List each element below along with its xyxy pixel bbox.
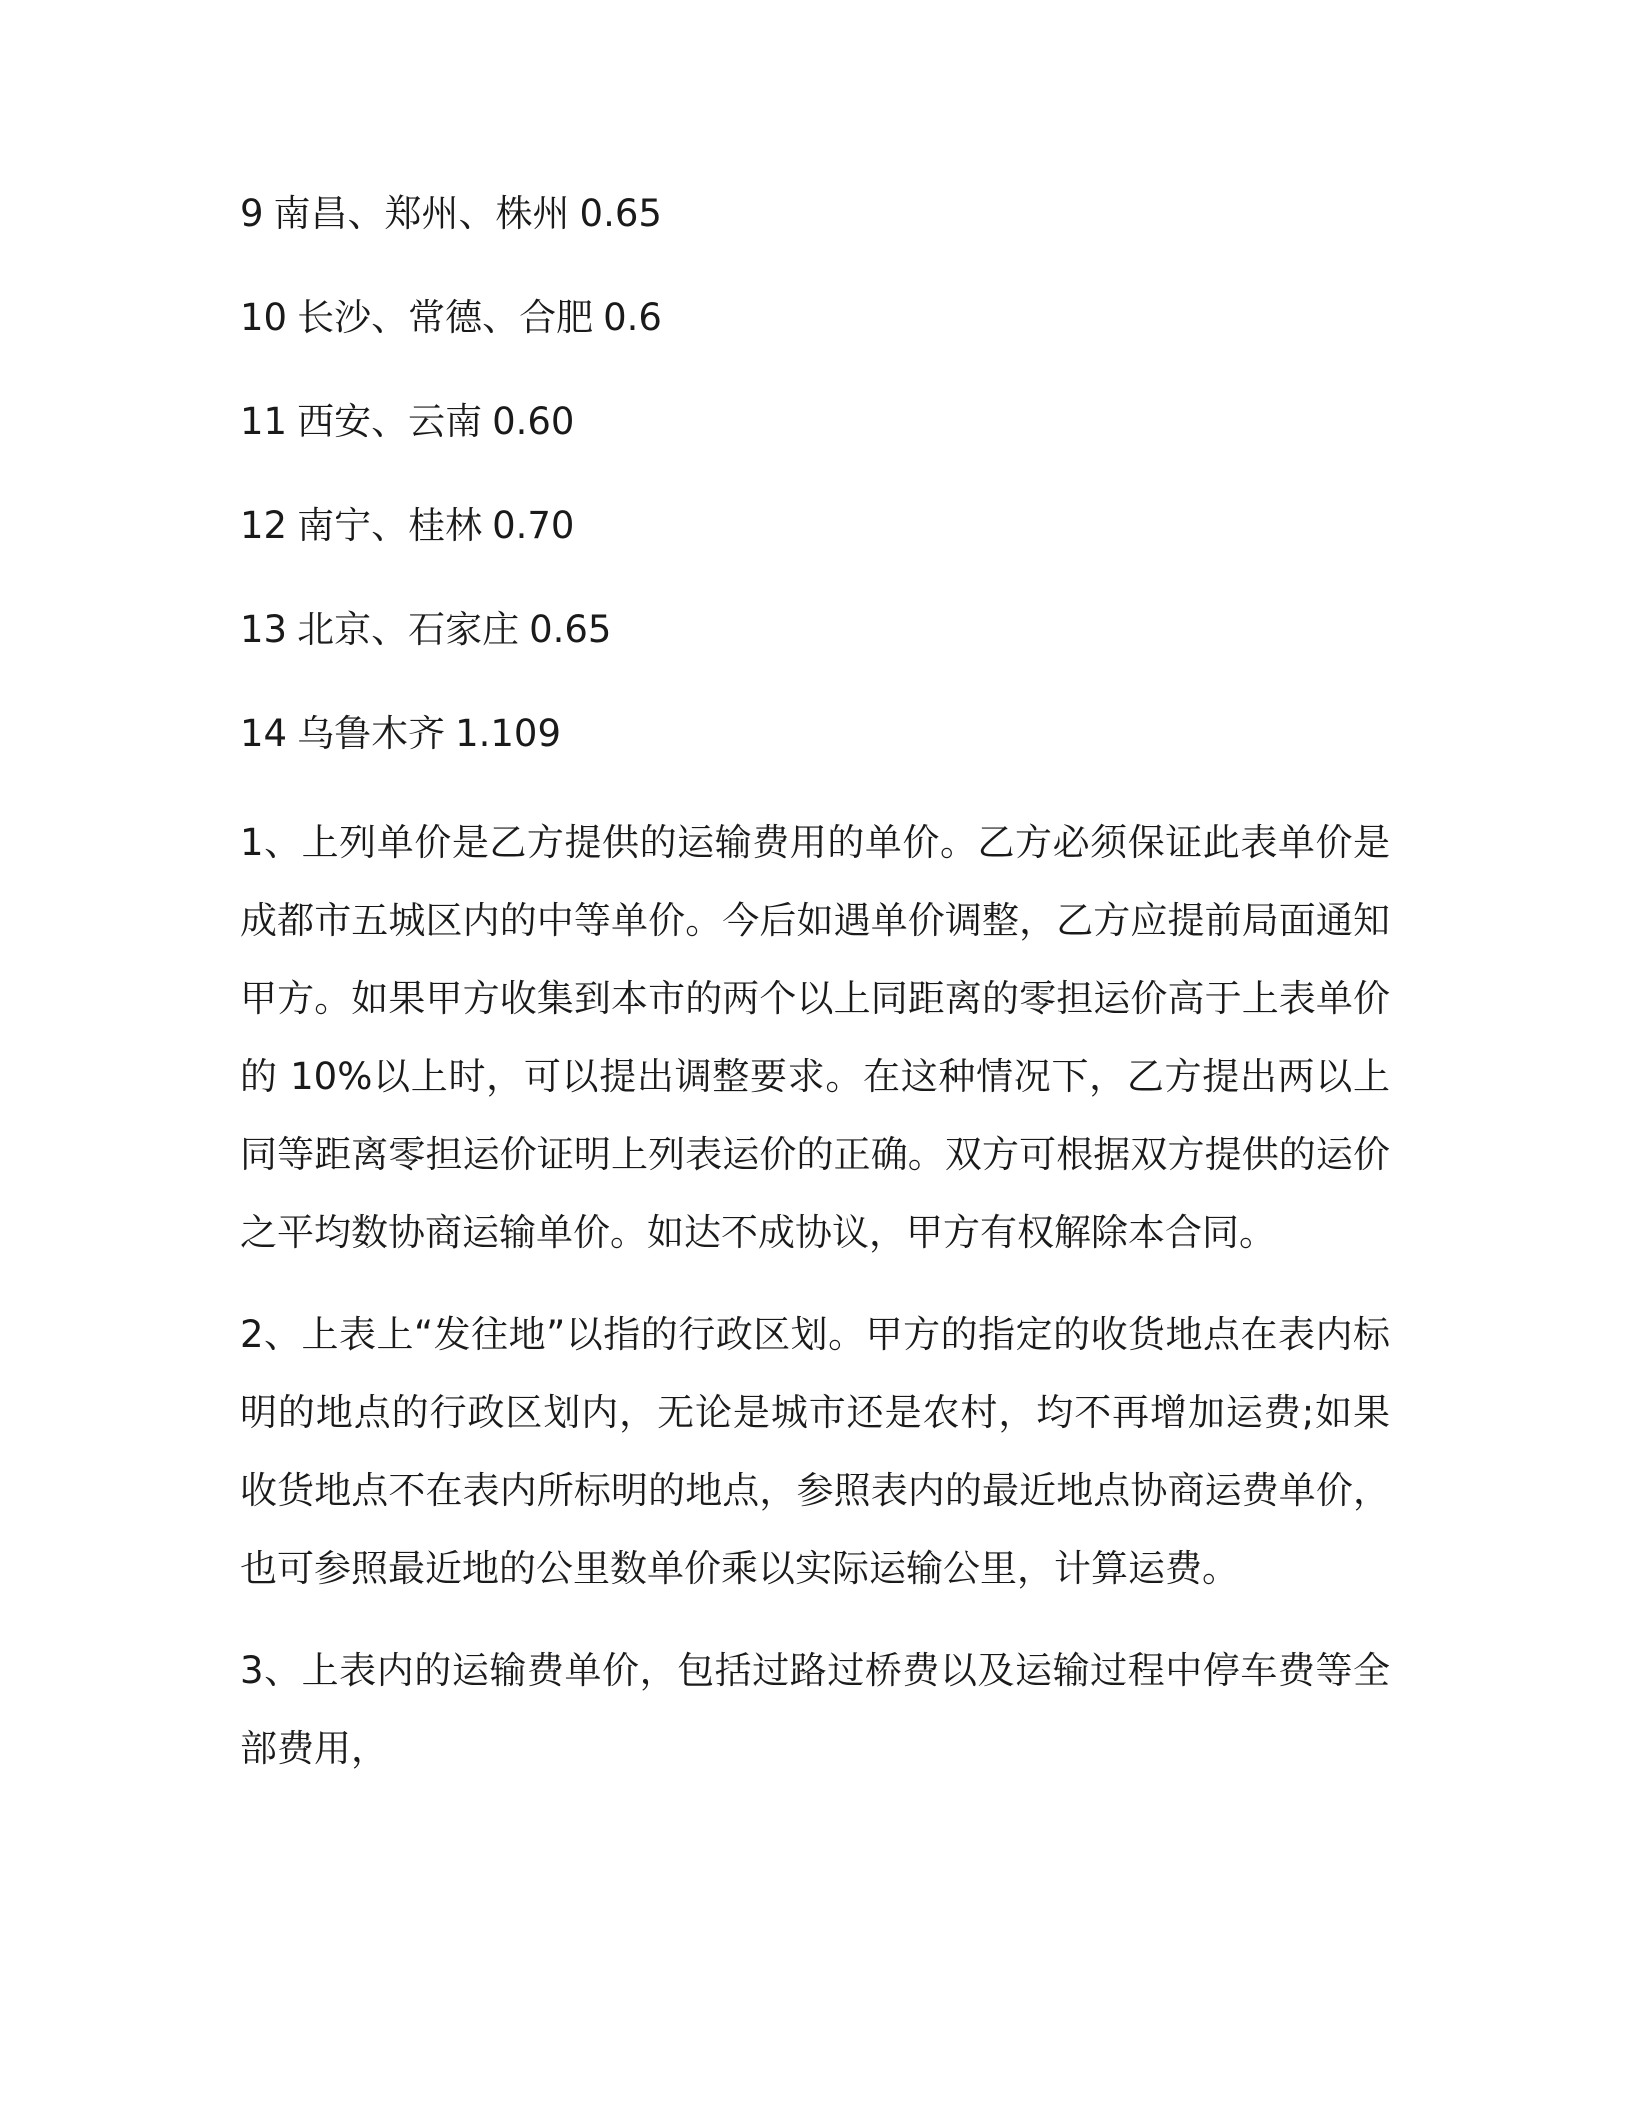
rate-destinations: 西安、云南 [297,400,483,443]
rate-price: 0.6 [603,296,662,339]
rate-number: 11 [240,400,288,443]
rate-destinations: 北京、石家庄 [297,608,520,651]
rate-number: 14 [240,712,288,755]
rate-destinations: 乌鲁木齐 [297,712,446,755]
clause-1-paragraph: 1、上列单价是乙方提供的运输费用的单价。乙方必须保证此表单价是成都市五城区内的中等单价。今后如遇单价调整，乙方应提前局面通知甲方。如果甲方收集到本市的两个以上同距离的零担运价高于上表单价的 10%以上时，可以提出调整要求。在这种情况下，乙方提出两以上同等距离零担运价证明上列表运价的正确。双方可根据双方提供的运价之平均数协商运输单价。如达不成协议，甲方有权解除本合同。 [240,821,1390,1254]
rate-price: 0.70 [492,504,575,547]
rate-row-13 [240,600,1390,660]
clause-3-paragraph: 3、上表内的运输费单价，包括过路过桥费以及运输过程中停车费等全部费用， [240,1649,1390,1770]
clause-2-paragraph: 2、上表上“发往地”以指的行政区划。甲方的指定的收货地点在表内标明的地点的行政区划内，无论是城市还是农村，均不再增加运费;如果收货地点不在表内所标明的地点，参照表内的最近地点协商运费单价，也可参照最近地的公里数单价乘以实际运输公里，计算运费。 [240,1313,1390,1590]
rate-number: 13 [240,608,288,651]
rate-price: 1.109 [455,712,562,755]
rate-number: 9 [240,192,264,235]
rate-row-12 [240,496,1390,556]
rate-price: 0.65 [579,192,662,235]
rate-number: 12 [240,504,288,547]
rate-row-14 [240,704,1390,764]
rate-row-11 [240,392,1390,452]
rate-row-10 [240,288,1390,348]
rate-destinations: 南昌、郑州、株州 [273,192,570,235]
document-page [240,184,1390,1812]
rate-price: 0.60 [492,400,575,443]
rate-price: 0.65 [529,608,612,651]
rate-row-9 [240,184,1390,244]
rate-number: 10 [240,296,288,339]
rate-destinations: 南宁、桂林 [297,504,483,547]
rate-destinations: 长沙、常德、合肥 [297,296,594,339]
